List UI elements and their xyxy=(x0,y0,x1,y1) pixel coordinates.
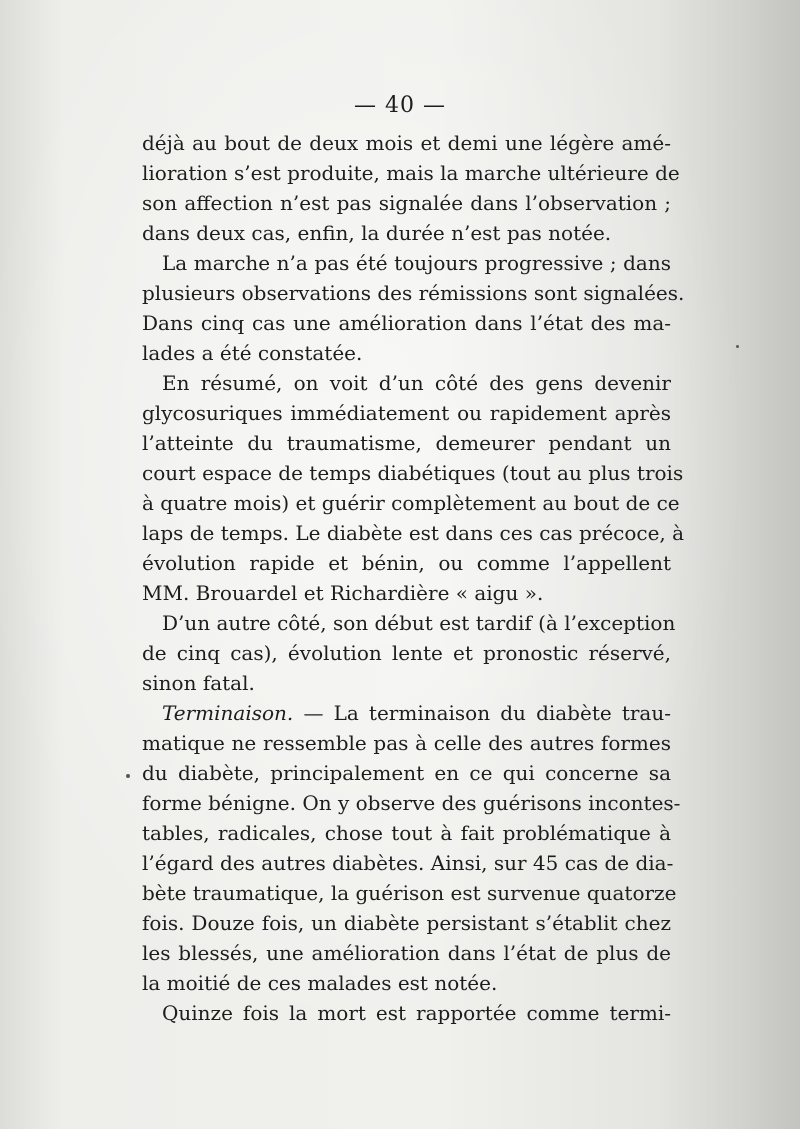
text-line: évolution rapide et bénin, ou comme l’appellent xyxy=(142,551,671,575)
text-line: de cinq cas), évolution lente et pronostic réservé, xyxy=(142,641,671,665)
text-line: laps de temps. Le diabète est dans ces cas précoce, à xyxy=(142,521,685,545)
text-line: fois. Douze fois, un diabète persistant s’établit chez xyxy=(142,911,671,935)
text-line: lioration s’est produite, mais la marche ultérieure de xyxy=(142,161,680,185)
text-line: tables, radicales, chose tout à fait problématique à xyxy=(142,821,671,845)
text-line: à quatre mois) et guérir complètement au bout de ce xyxy=(142,491,680,515)
text-line: les blessés, une amélioration dans l’état de plus de xyxy=(142,941,671,965)
text-line: En résumé, on voit d’un côté des gens devenir xyxy=(162,371,671,395)
text-line: déjà au bout de deux mois et demi une légère amé- xyxy=(142,131,671,155)
text-line: Dans cinq cas une amélioration dans l’état des ma- xyxy=(142,311,671,335)
ink-speck xyxy=(126,774,130,778)
page-number: — 40 — xyxy=(354,93,446,118)
text-line: bète traumatique, la guérison est survenue quatorze xyxy=(142,881,677,905)
text-line: l’atteinte du traumatisme, demeurer pendant un xyxy=(142,431,671,455)
text-line: du diabète, principalement en ce qui concerne sa xyxy=(142,761,671,785)
text-line: plusieurs observations des rémissions sont signalées. xyxy=(142,281,685,305)
text-line: court espace de temps diabétiques (tout au plus trois xyxy=(142,461,684,485)
text-line: matique ne ressemble pas à celle des autres formes xyxy=(142,731,671,755)
text-line: La marche n’a pas été toujours progressive ; dans xyxy=(162,251,671,275)
body-text xyxy=(142,128,685,1028)
text-line: MM. Brouardel et Richardière « aigu ». xyxy=(142,581,544,605)
text-line: forme bénigne. On y observe des guérisons incontes- xyxy=(142,791,681,815)
text-line: D’un autre côté, son début est tardif (à l’exception xyxy=(162,611,676,635)
text-line: l’égard des autres diabètes. Ainsi, sur 45 cas de dia- xyxy=(142,851,674,875)
text-line: dans deux cas, enfin, la durée n’est pas notée. xyxy=(142,221,612,245)
text-line: lades a été constatée. xyxy=(142,341,363,365)
text-line: son affection n’est pas signalée dans l’observation ; xyxy=(142,191,671,215)
line-text: — La terminaison du diabète trau- xyxy=(303,701,671,725)
text-line: la moitié de ces malades est notée. xyxy=(142,971,498,995)
text-line: glycosuriques immédiatement ou rapidement après xyxy=(142,401,671,425)
text-line xyxy=(142,698,671,728)
text-line: sinon fatal. xyxy=(142,671,255,695)
text-line: Quinze fois la mort est rapportée comme termi- xyxy=(162,1001,671,1025)
section-heading: Terminaison. xyxy=(162,701,294,725)
ink-speck xyxy=(736,345,739,348)
